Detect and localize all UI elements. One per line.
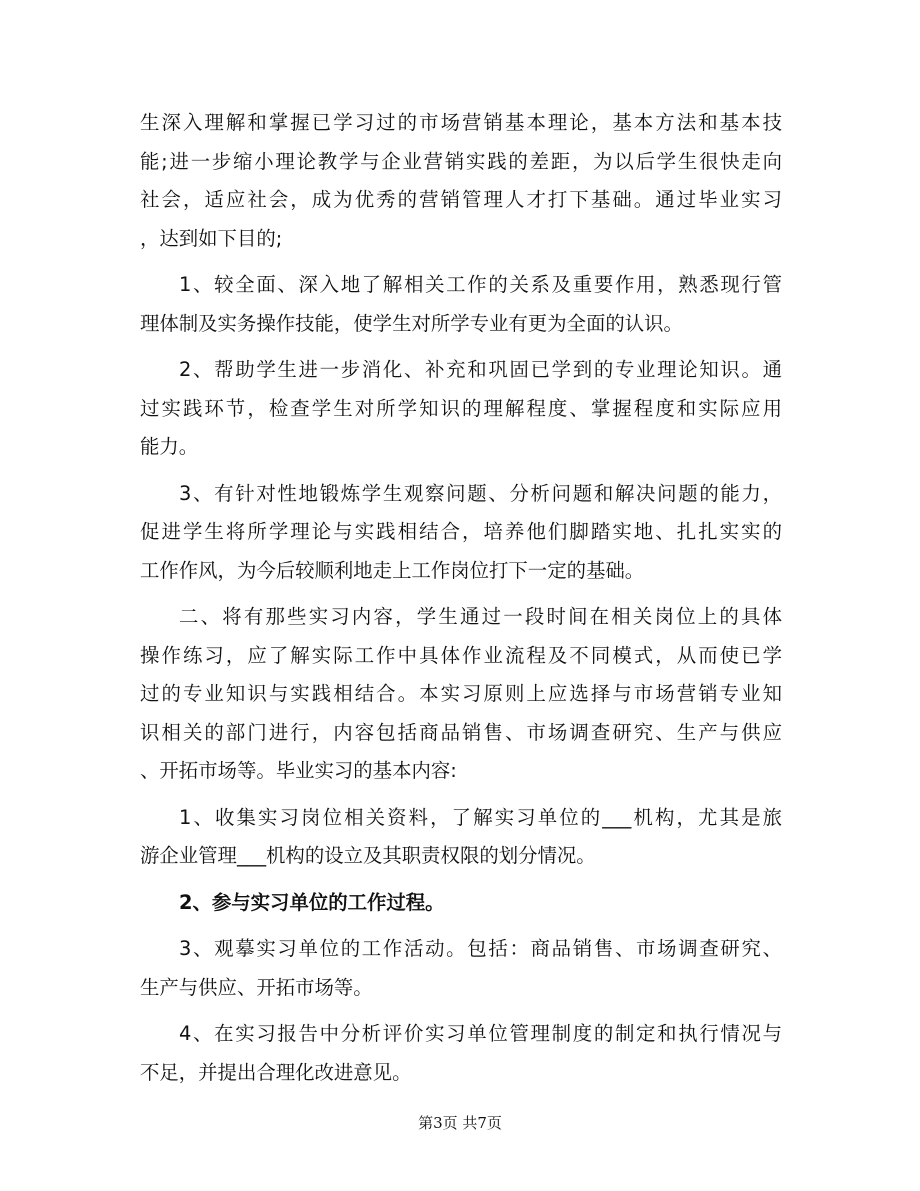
body-line: 3、有针对性地锻炼学生观察问题、分析问题和解决问题的能力， bbox=[179, 481, 782, 505]
page-number-footer: 第3页 共7页 bbox=[418, 1114, 502, 1132]
body-line: 过的专业知识与实践相结合。本实习原则上应选择与市场营销专业知 bbox=[140, 682, 782, 705]
body-line: 游企业管理___机构的设立及其职责权限的划分情况。 bbox=[140, 844, 596, 867]
body-line: 生产与供应、开拓市场等。 bbox=[140, 975, 373, 999]
body-line: 、开拓市场等。毕业实习的基本内容: bbox=[140, 759, 457, 782]
body-line: 能力。 bbox=[140, 435, 199, 458]
body-line: 理体制及实务操作技能，使学生对所学专业有更为全面的认识。 bbox=[140, 311, 683, 335]
body-line: 不足，并提出合理化改进意见。 bbox=[140, 1060, 412, 1084]
body-line: 过实践环节，检查学生对所学知识的理解程度、掌握程度和实际应用 bbox=[140, 396, 782, 420]
body-line: 社会，适应社会，成为优秀的营销管理人才打下基础。通过毕业实习 bbox=[140, 188, 782, 211]
document-body bbox=[140, 104, 782, 1092]
body-line: 识相关的部门进行，内容包括商品销售、市场调查研究、生产与供应 bbox=[140, 720, 782, 744]
body-line: ，达到如下目的; bbox=[140, 226, 283, 250]
body-line: 1、较全面、深入地了解相关工作的关系及重要作用，熟悉现行管 bbox=[179, 273, 782, 296]
body-line: 能;进一步缩小理论教学与企业营销实践的差距，为以后学生很快走向 bbox=[140, 149, 782, 173]
body-line: 2、帮助学生进一步消化、补充和巩固已学到的专业理论知识。通 bbox=[179, 358, 782, 381]
body-line: 1、收集实习岗位相关资料，了解实习单位的___机构，尤其是旅 bbox=[179, 805, 782, 829]
body-line: 生深入理解和掌握已学习过的市场营销基本理论，基本方法和基本技 bbox=[140, 111, 782, 134]
body-line: 操作练习，应了解实际工作中具体作业流程及不同模式，从而使已学 bbox=[140, 643, 782, 667]
body-line-bold: 2、参与实习单位的工作过程。 bbox=[179, 890, 445, 914]
body-line: 促进学生将所学理论与实践相结合，培养他们脚踏实地、扎扎实实的 bbox=[140, 520, 782, 543]
body-line: 3、观摹实习单位的工作活动。包括：商品销售、市场调查研究、 bbox=[179, 937, 782, 960]
body-line: 工作作风，为今后较顺利地走上工作岗位打下一定的基础。 bbox=[140, 558, 645, 582]
body-line: 二、将有那些实习内容，学生通过一段时间在相关岗位上的具体 bbox=[179, 605, 782, 628]
body-line: 4、在实习报告中分析评价实习单位管理制度的制定和执行情况与 bbox=[179, 1022, 782, 1045]
